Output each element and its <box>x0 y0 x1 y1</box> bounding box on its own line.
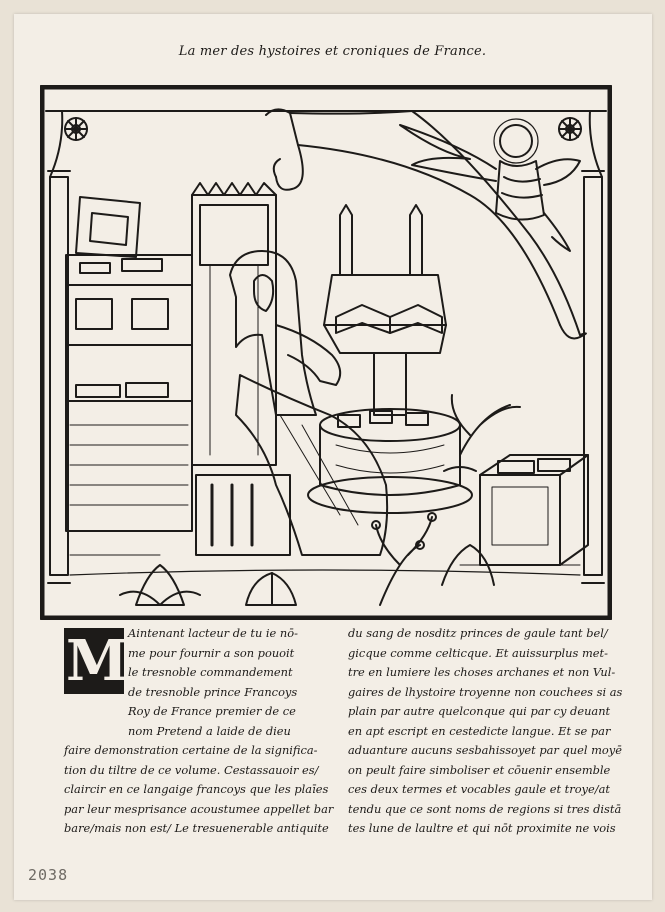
text-line: par leur mesprisance acoustumee appellet bar <box>64 801 334 816</box>
woodcut-frame <box>42 87 610 618</box>
flower-icon <box>372 513 436 605</box>
chest-icon <box>480 455 588 565</box>
text-line: me pour fournir a son pouoit <box>128 645 295 660</box>
drop-cap-letter: M <box>66 628 128 694</box>
text-line: plain par autre quelconque qui par cy deuant <box>348 704 611 718</box>
text-line: Roy de France premier de ce <box>128 704 296 718</box>
text-line: de tresnoble prince Francoys <box>128 684 298 699</box>
text-line: ces deux termes et vocables gaule et troye/at <box>348 782 610 796</box>
text-line: gicque comme celticque. Et auissurplus met- <box>348 645 608 660</box>
text-line: gaires de lhystoire troyenne non couchees si as <box>348 684 623 699</box>
text-column-right <box>348 624 623 839</box>
text-line: tendu que ce sont noms de regions si tres distā <box>348 801 622 816</box>
rosette-icon <box>65 118 87 140</box>
text-line: bare/mais non est/ Le tresuenerable antiquite <box>64 821 329 835</box>
text-line: nom Pretend a laide de dieu <box>128 723 291 738</box>
page-title: La mer des hystoires et croniques de France. <box>178 44 487 59</box>
text-line: claircir en ce langaige francoys que les plaīes <box>64 782 329 796</box>
throne-icon <box>192 183 290 555</box>
text-line: tion du tiltre de ce volume. Cestassauoir es/ <box>64 762 319 777</box>
text-line: en apt escript en cestedicte langue. Et se par <box>348 723 611 738</box>
woodcut-illustration <box>40 85 612 620</box>
seated-figure <box>230 251 387 555</box>
text-line: faire demonstration certaine de la significa- <box>64 743 318 757</box>
text-line: tre en lumiere les choses archanes et non Vul- <box>348 665 616 679</box>
flower-icon <box>444 395 520 471</box>
text-line: on peult faire simboliser et cōuenir ensemble <box>348 762 611 777</box>
lectern-icon <box>308 205 472 513</box>
right-column <box>582 171 604 583</box>
text-line: tes lune de laultre et qui nōt proximite ne vois <box>348 821 616 835</box>
text-line: aduanture aucuns sesbahissoyet par quel moyē <box>348 743 622 757</box>
text-line: Aintenant lacteur de tu ie nō- <box>128 626 298 640</box>
shelf-icon <box>66 197 192 531</box>
text-column-left <box>64 624 339 839</box>
book-icon <box>338 411 428 427</box>
rosette-icon <box>559 118 581 140</box>
catalog-number: 2038 <box>28 866 69 884</box>
book-icon <box>336 305 442 333</box>
flower-icon <box>246 573 296 605</box>
text-line: le tresnoble commandement <box>128 665 293 679</box>
text-line: du sang de nosditz princes de gaule tant bel/ <box>348 626 608 640</box>
